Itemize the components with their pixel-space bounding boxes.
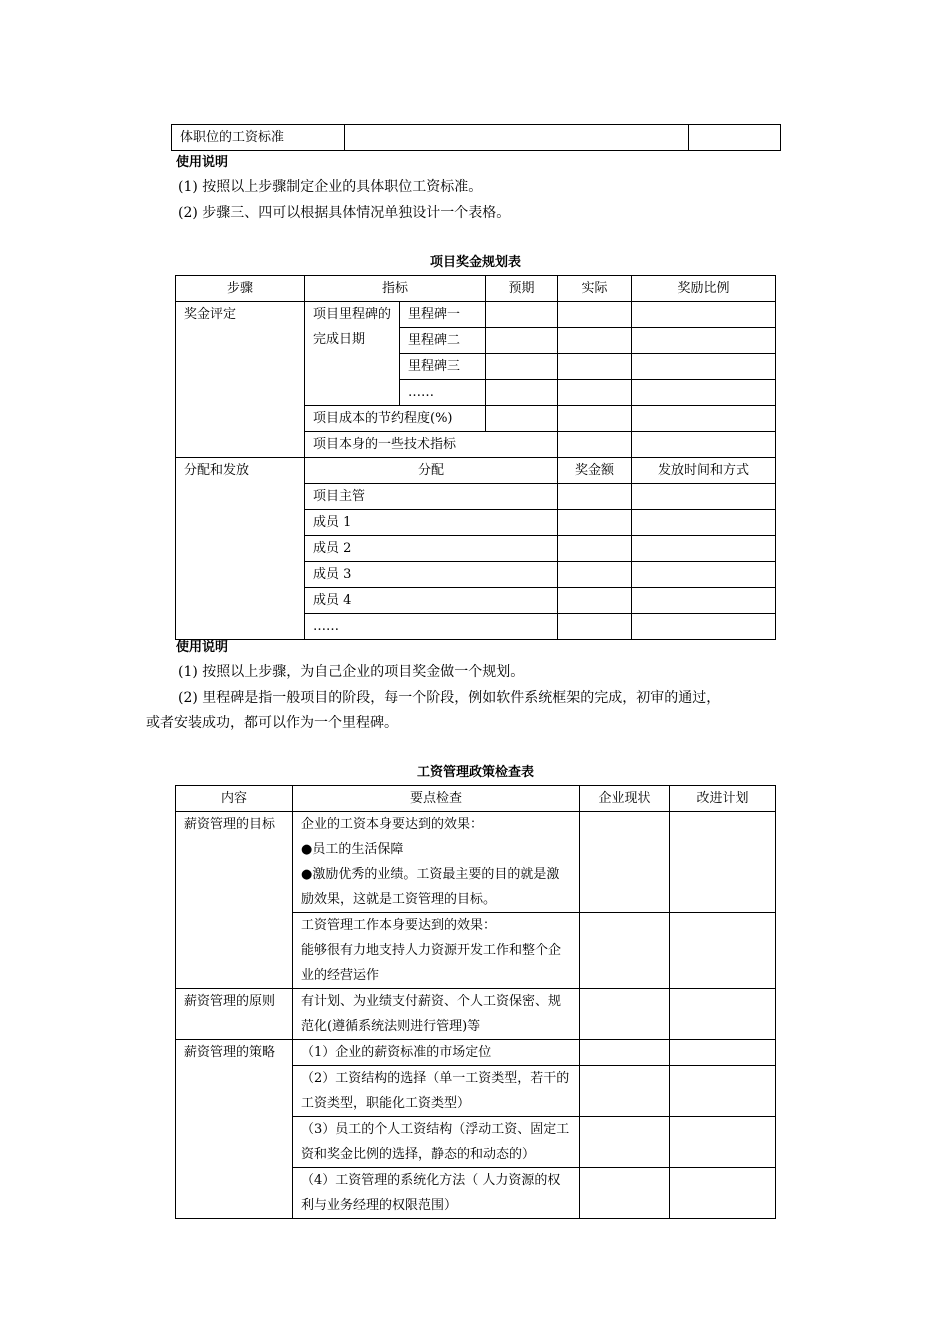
evaluation-label: 奖金评定 — [176, 302, 305, 458]
table-cell — [670, 1168, 776, 1219]
table-cell — [670, 989, 776, 1040]
member-label: 成员 2 — [305, 536, 558, 562]
policy-table-title: 工资管理政策检查表 — [416, 765, 534, 780]
table-cell — [580, 812, 670, 913]
table-cell — [558, 302, 632, 328]
table-cell — [558, 562, 632, 588]
header-step: 步骤 — [176, 276, 305, 302]
header-allocation: 分配 — [305, 458, 558, 484]
header-content: 内容 — [176, 786, 293, 812]
strategy-label: 薪资管理的策略 — [176, 1040, 293, 1219]
table-cell — [632, 536, 776, 562]
table-cell — [632, 614, 776, 640]
table-cell — [558, 536, 632, 562]
table-cell — [632, 328, 776, 354]
goal-label: 薪资管理的目标 — [176, 812, 293, 989]
usage-line: (2) 步骤三、四可以根据具体情况单独设计一个表格。 — [178, 205, 511, 221]
text-line: ●员工的生活保障 — [301, 842, 404, 857]
member-label: …… — [305, 614, 558, 640]
text-line: 工资管理工作本身要达到的效果： — [301, 918, 497, 933]
goal-block — [293, 913, 580, 989]
table-cell — [558, 354, 632, 380]
table-cell — [632, 588, 776, 614]
text-line: ●激励优秀的业绩。工资最主要的目的就是激励效果，这就是工资管理的目标。 — [301, 867, 560, 907]
text-line: 企业的工资本身要达到的效果： — [301, 817, 484, 832]
principle-label: 薪资管理的原则 — [176, 989, 293, 1040]
usage-line: 或者安装成功，都可以作为一个里程碑。 — [146, 715, 398, 731]
header-amount: 奖金额 — [558, 458, 632, 484]
table-cell — [670, 812, 776, 913]
strategy-item: （4）工资管理的系统化方法（ 人力资源的权利与业务经理的权限范围） — [293, 1168, 580, 1219]
header-actual: 实际 — [558, 276, 632, 302]
tech-indicator-label: 项目本身的一些技术指标 — [305, 432, 558, 458]
usage-line: (2) 里程碑是指一般项目的阶段，每一个阶段，例如软件系统框架的完成，初审的通过， — [178, 690, 721, 706]
usage-heading: 使用说明 — [176, 155, 229, 170]
usage-line: (1) 按照以上步骤制定企业的具体职位工资标准。 — [178, 179, 483, 195]
cost-saving-label: 项目成本的节约程度(%) — [305, 406, 486, 432]
table-cell — [486, 302, 558, 328]
header-status: 企业现状 — [580, 786, 670, 812]
table-cell — [580, 989, 670, 1040]
table-cell — [580, 1168, 670, 1219]
header-plan: 改进计划 — [670, 786, 776, 812]
table-cell — [486, 328, 558, 354]
member-label: 项目主管 — [305, 484, 558, 510]
goal-block — [293, 812, 580, 913]
table-cell — [580, 1117, 670, 1168]
table-cell — [558, 432, 632, 458]
table-cell — [632, 406, 776, 432]
table-cell — [670, 1040, 776, 1066]
table-cell — [670, 1117, 776, 1168]
table-cell — [632, 380, 776, 406]
table-cell — [632, 484, 776, 510]
table-cell — [670, 913, 776, 989]
strategy-item: （1）企业的薪资标准的市场定位 — [293, 1040, 580, 1066]
usage-line: (1) 按照以上步骤，为自己企业的项目奖金做一个规划。 — [178, 664, 525, 680]
table-cell — [632, 302, 776, 328]
table-cell — [558, 406, 632, 432]
policy-table — [175, 785, 776, 1219]
table-cell — [632, 562, 776, 588]
salary-standard-table — [171, 124, 781, 151]
text-line: 能够很有力地支持人力资源开发工作和整个企业的经营运作 — [301, 943, 562, 983]
milestone-label: …… — [400, 380, 486, 406]
table-cell — [558, 328, 632, 354]
table-cell — [486, 354, 558, 380]
header-expected: 预期 — [486, 276, 558, 302]
milestone-label: 里程碑一 — [400, 302, 486, 328]
table-cell — [558, 614, 632, 640]
header-points: 要点检查 — [293, 786, 580, 812]
bonus-table-title: 项目奖金规划表 — [429, 255, 521, 270]
member-label: 成员 4 — [305, 588, 558, 614]
header-ratio: 奖励比例 — [632, 276, 776, 302]
header-time: 发放时间和方式 — [632, 458, 776, 484]
milestone-group-label: 项目里程碑的完成日期 — [305, 302, 400, 406]
usage-heading: 使用说明 — [176, 640, 229, 655]
table-cell: 体职位的工资标准 — [172, 125, 345, 151]
table-cell — [670, 1066, 776, 1117]
table-cell — [558, 588, 632, 614]
header-indicator: 指标 — [305, 276, 486, 302]
table-cell — [632, 354, 776, 380]
strategy-item: （3）员工的个人工资结构（浮动工资、固定工资和奖金比例的选择，静态的和动态的） — [293, 1117, 580, 1168]
principle-text: 有计划、为业绩支付薪资、个人工资保密、规范化(遵循系统法则进行管理)等 — [293, 989, 580, 1040]
table-cell — [689, 125, 781, 151]
member-label: 成员 1 — [305, 510, 558, 536]
milestone-label: 里程碑三 — [400, 354, 486, 380]
strategy-item: （2）工资结构的选择（单一工资类型，若干的工资类型，职能化工资类型） — [293, 1066, 580, 1117]
member-label: 成员 3 — [305, 562, 558, 588]
bonus-table — [175, 275, 776, 640]
table-cell — [486, 380, 558, 406]
table-cell — [345, 125, 689, 151]
table-cell — [580, 1066, 670, 1117]
table-cell — [558, 380, 632, 406]
table-cell — [580, 1040, 670, 1066]
table-cell — [558, 484, 632, 510]
table-cell — [632, 510, 776, 536]
table-cell — [558, 510, 632, 536]
table-cell — [580, 913, 670, 989]
table-cell — [632, 432, 776, 458]
distribution-label: 分配和发放 — [176, 458, 305, 640]
milestone-label: 里程碑二 — [400, 328, 486, 354]
table-cell — [486, 406, 558, 432]
